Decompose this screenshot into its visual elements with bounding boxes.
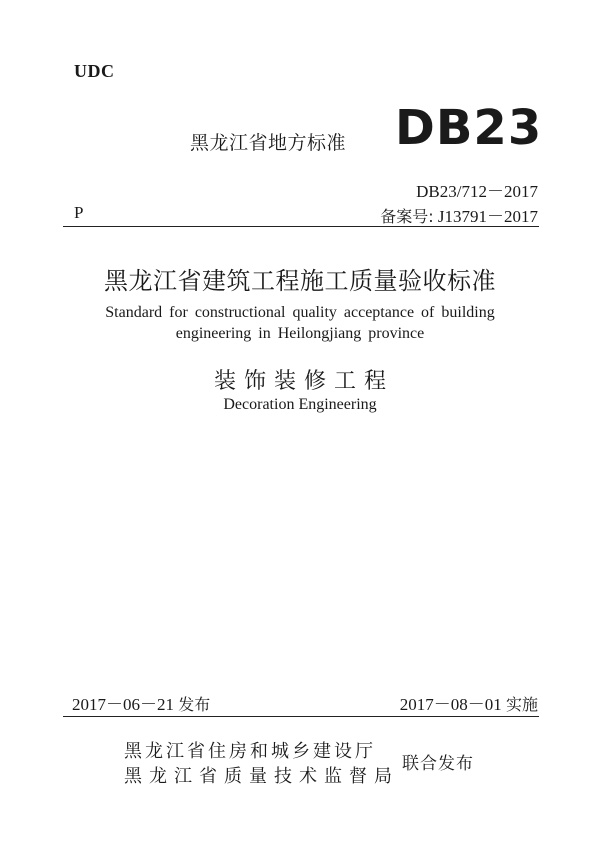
- issuer-line1: 黑龙江省住房和城乡建设厅: [124, 741, 376, 762]
- category-code: P: [74, 203, 84, 222]
- filing-number-line: [380, 202, 538, 227]
- subtitle-chinese: 装饰装修工程: [213, 369, 394, 394]
- subtitle-english: Decoration Engineering: [223, 396, 377, 413]
- document-title-english-line1: Standard for constructional quality acceptance of building: [105, 304, 495, 321]
- implementation-date-line: [400, 690, 538, 715]
- release-date: 2017－06－21: [72, 695, 174, 714]
- issuer-line2: 黑龙江省质量技术监督局: [124, 766, 399, 787]
- udc-label: UDC: [74, 61, 115, 81]
- release-label: 发布: [178, 695, 211, 714]
- document-number: DB23/712－2017: [416, 182, 538, 201]
- joint-release-label: 联合发布: [402, 754, 474, 774]
- filing-label: 备案号:: [380, 207, 434, 226]
- implementation-label: 实施: [505, 695, 538, 714]
- filing-number: J13791－2017: [437, 207, 538, 226]
- standard-type: 黑龙江省地方标准: [190, 132, 347, 154]
- release-date-line: [72, 690, 210, 715]
- document-title-chinese: 黑龙江省建筑工程施工质量验收标准: [104, 267, 496, 295]
- implementation-date: 2017－08－01: [399, 695, 502, 714]
- standard-code: DB23: [395, 100, 543, 156]
- document-title-english-line2: engineering in Heilongjiang province: [175, 325, 425, 342]
- bottom-divider: [63, 716, 539, 717]
- top-divider: [63, 226, 539, 227]
